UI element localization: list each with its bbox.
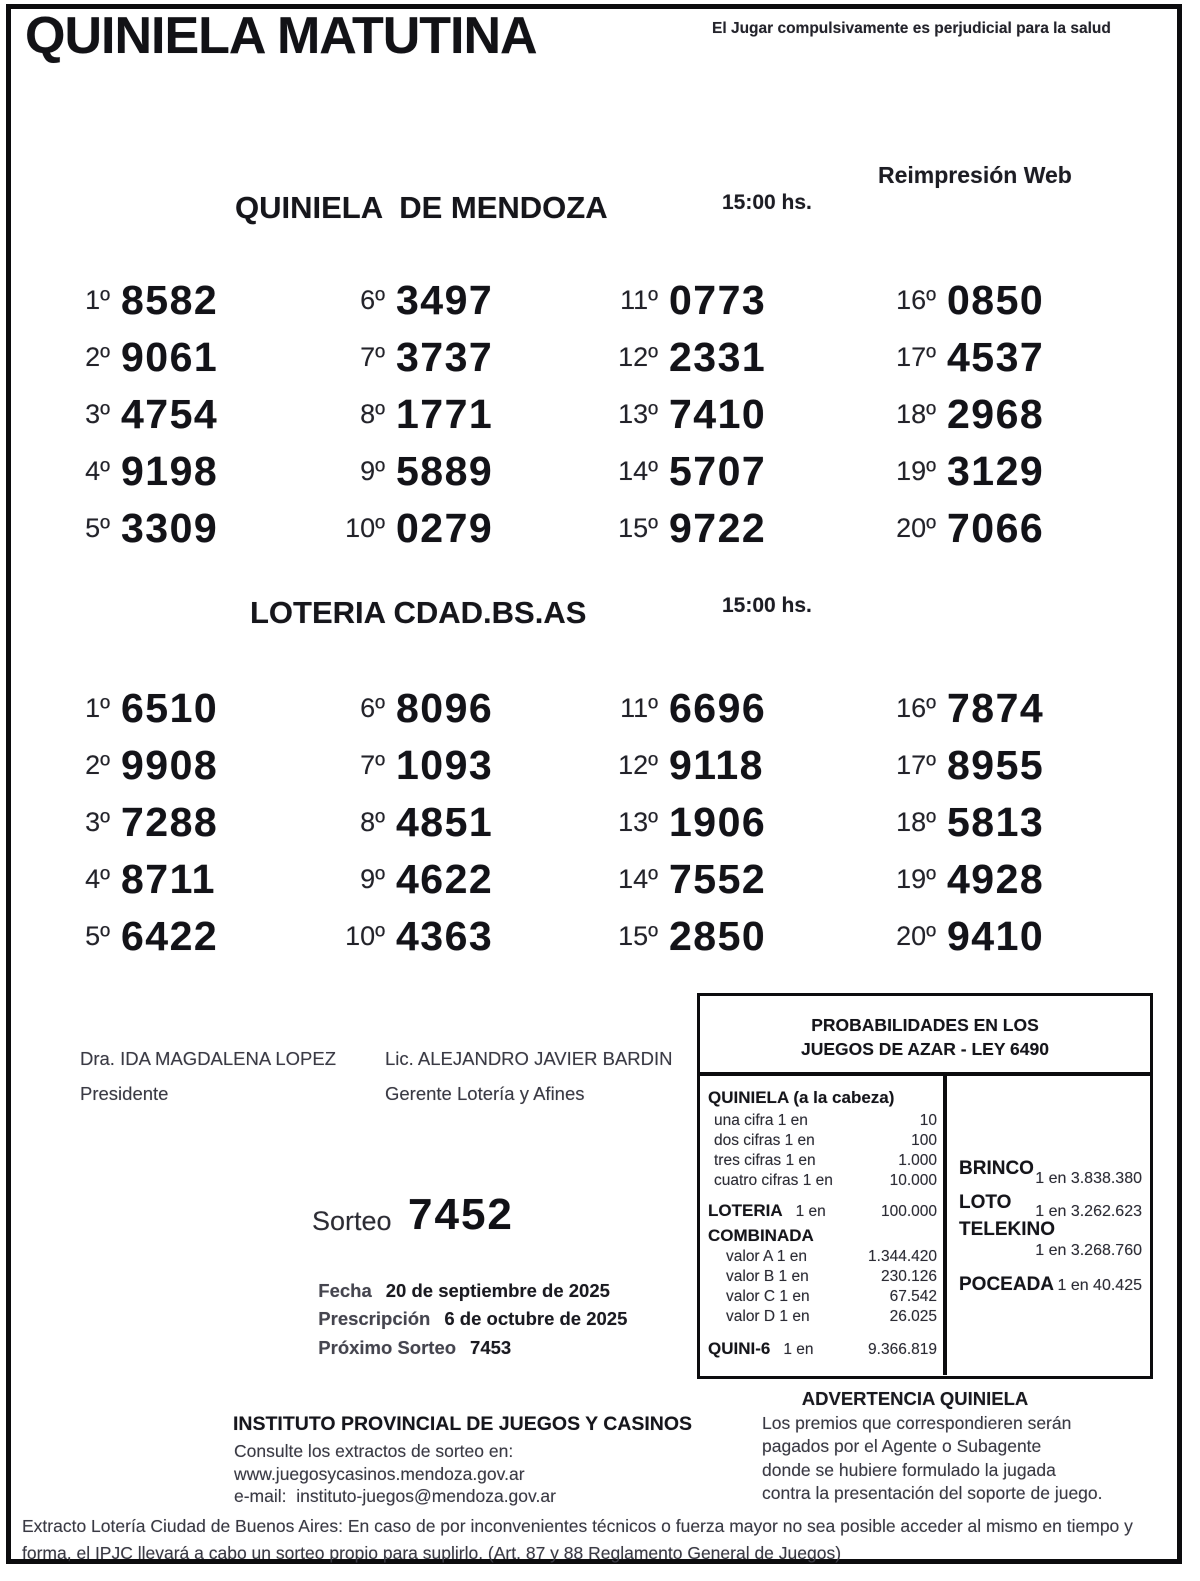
game-odds-name: TELEKINO	[959, 1219, 1056, 1240]
result-position: 14º	[618, 456, 658, 486]
result-number: 8096	[396, 685, 494, 731]
result-cell	[866, 851, 1044, 908]
signatory-role: Gerente Lotería y Afines	[385, 1083, 585, 1104]
odds-value: 230.126	[880, 1268, 937, 1285]
result-cell	[588, 794, 766, 851]
quiniela-odds-row	[708, 1151, 937, 1171]
result-position: 13º	[618, 807, 658, 837]
next-draw-row	[308, 1315, 511, 1359]
result-cell	[315, 680, 493, 737]
institute-line: Consulte los extractos de sorteo en:	[234, 1441, 514, 1461]
advertencia-text	[762, 1412, 1132, 1505]
result-position: 1º	[85, 693, 110, 723]
advertencia-line: Los premios que correspondieren serán	[762, 1413, 1072, 1433]
quiniela-odds-row	[708, 1111, 937, 1131]
result-position: 1º	[85, 285, 110, 315]
result-position: 3º	[85, 399, 110, 429]
sorteo-label: Sorteo	[312, 1206, 392, 1236]
odds-label: cuatro cifras 1 en	[714, 1172, 833, 1189]
result-number: 7552	[669, 856, 767, 902]
result-cell	[588, 386, 766, 443]
result-cell	[40, 680, 218, 737]
result-position: 8º	[360, 399, 385, 429]
result-position: 15º	[618, 921, 658, 951]
result-number: 7288	[121, 799, 219, 845]
results-column	[588, 272, 766, 557]
result-position: 6º	[360, 693, 385, 723]
page-title: QUINIELA MATUTINA	[25, 7, 537, 65]
result-number: 3497	[396, 277, 494, 323]
result-cell	[315, 851, 493, 908]
result-position: 6º	[360, 285, 385, 315]
advertencia-line: contra la presentación del soporte de juego.	[762, 1482, 1103, 1503]
result-number: 5889	[396, 448, 494, 494]
proximo-sorteo-label: Próximo Sorteo	[318, 1337, 457, 1358]
bsas-section-title: LOTERIA CDAD.BS.AS	[250, 595, 587, 630]
fecha-label: Fecha	[318, 1280, 372, 1301]
game-odds-name: POCEADA	[959, 1274, 1055, 1295]
result-cell	[866, 386, 1044, 443]
probabilities-right-column	[947, 1076, 1150, 1375]
result-number: 0279	[396, 505, 494, 551]
result-cell	[315, 908, 493, 965]
game-odds-name: LOTO	[959, 1192, 1012, 1213]
mendoza-results-grid	[0, 272, 1200, 562]
result-number: 2331	[669, 334, 767, 380]
probabilities-title	[700, 996, 1150, 1076]
probabilities-left-column	[700, 1076, 947, 1375]
result-position: 7º	[360, 342, 385, 372]
result-position: 15º	[618, 513, 658, 543]
result-position: 9º	[360, 456, 385, 486]
odds-value: 1.000	[898, 1152, 937, 1169]
probabilities-box	[697, 993, 1153, 1379]
odds-label: valor C 1 en	[726, 1288, 810, 1305]
result-cell	[315, 443, 493, 500]
result-cell	[866, 443, 1044, 500]
result-cell	[315, 737, 493, 794]
game-odds-value: 1 en 3.262.623	[1035, 1203, 1142, 1220]
result-position: 16º	[896, 693, 936, 723]
result-cell	[315, 794, 493, 851]
health-warning-text: El Jugar compulsivamente es perjudicial para la salud	[712, 20, 1111, 37]
results-column	[866, 272, 1044, 557]
result-cell	[588, 329, 766, 386]
result-cell	[40, 737, 218, 794]
quiniela-odds-rows	[708, 1111, 937, 1191]
institute-contact-lines	[234, 1440, 556, 1508]
quiniela-odds-row	[708, 1131, 937, 1151]
odds-label: valor D 1 en	[726, 1308, 810, 1325]
footer-line: Extracto Lotería Ciudad de Buenos Aires: En caso de por inconvenientes técnicos o fuerza mayor no sea posible acceder al mismo en tiempo y	[22, 1516, 1133, 1536]
footer-line: forma, el IPJC llevará a cabo un sorteo propio para suplirlo. (Art. 87 y 88 Reglamento General de Juegos)	[22, 1543, 842, 1563]
result-position: 4º	[85, 864, 110, 894]
game-odds-value: 1 en 3.268.760	[1035, 1242, 1142, 1259]
result-position: 3º	[85, 807, 110, 837]
result-number: 9410	[947, 913, 1045, 959]
result-number: 2850	[669, 913, 767, 959]
result-cell	[866, 329, 1044, 386]
institute-line: e-mail: instituto-juegos@mendoza.gov.ar	[234, 1486, 556, 1506]
result-number: 5707	[669, 448, 767, 494]
result-position: 10º	[345, 921, 385, 951]
result-position: 14º	[618, 864, 658, 894]
result-number: 9722	[669, 505, 767, 551]
result-position: 18º	[896, 807, 936, 837]
result-cell	[40, 794, 218, 851]
results-column	[588, 680, 766, 965]
result-position: 19º	[896, 864, 936, 894]
odds-value: 10	[919, 1112, 937, 1129]
odds-label: una cifra 1 en	[714, 1112, 808, 1129]
result-number: 1906	[669, 799, 767, 845]
quiniela-odds-row	[708, 1171, 937, 1191]
result-position: 5º	[85, 921, 110, 951]
result-number: 8711	[121, 856, 216, 902]
result-position: 2º	[85, 750, 110, 780]
result-cell	[315, 272, 493, 329]
result-cell	[588, 272, 766, 329]
result-position: 11º	[620, 285, 658, 315]
institute-line: www.juegosycasinos.mendoza.gov.ar	[234, 1463, 525, 1484]
result-position: 20º	[896, 513, 936, 543]
results-column	[40, 680, 218, 965]
game-odds-value: 1 en 40.425	[1057, 1277, 1142, 1294]
quini6-odds-value: 9.366.819	[868, 1341, 937, 1358]
result-cell	[40, 272, 218, 329]
result-cell	[40, 443, 218, 500]
result-cell	[40, 386, 218, 443]
result-cell	[866, 680, 1044, 737]
odds-value: 26.025	[889, 1308, 937, 1325]
reprint-label: Reimpresión Web	[878, 162, 1072, 188]
result-cell	[866, 908, 1044, 965]
result-position: 16º	[896, 285, 936, 315]
institute-title: INSTITUTO PROVINCIAL DE JUEGOS Y CASINOS	[233, 1413, 693, 1435]
probabilities-body	[700, 1076, 1150, 1375]
quini6-odds-mid: 1 en	[783, 1341, 814, 1358]
result-number: 4754	[121, 391, 219, 437]
signatory-name: Lic. ALEJANDRO JAVIER BARDIN	[385, 1048, 673, 1069]
result-position: 10º	[345, 513, 385, 543]
result-position: 9º	[360, 864, 385, 894]
result-cell	[315, 329, 493, 386]
probabilities-title-line2: JUEGOS DE AZAR - LEY 6490	[801, 1039, 1049, 1059]
combinada-odds-row	[708, 1287, 937, 1307]
combinada-odds-row	[708, 1307, 937, 1327]
results-column	[866, 680, 1044, 965]
result-cell	[40, 851, 218, 908]
result-number: 9908	[121, 742, 219, 788]
result-number: 6510	[121, 685, 219, 731]
advertencia-line: pagados por el Agente o Subagente	[762, 1436, 1042, 1457]
result-position: 18º	[896, 399, 936, 429]
fecha-value: 20 de septiembre de 2025	[385, 1280, 610, 1301]
odds-value: 100	[911, 1132, 937, 1149]
odds-value: 1.344.420	[868, 1248, 937, 1265]
loteria-odds-value: 100.000	[880, 1203, 937, 1220]
advertencia-line: donde se hubiere formulado la jugada	[762, 1459, 1056, 1480]
game-odds-name: BRINCO	[959, 1158, 1034, 1179]
signatory-role: Presidente	[80, 1083, 169, 1104]
result-cell	[866, 272, 1044, 329]
results-column	[315, 680, 493, 965]
results-column	[40, 272, 218, 557]
combinada-odds-row	[708, 1267, 937, 1287]
result-position: 19º	[896, 456, 936, 486]
result-number: 6422	[121, 913, 219, 959]
bsas-results-grid	[0, 680, 1200, 970]
probabilities-title-line1: PROBABILIDADES EN LOS	[811, 1015, 1039, 1035]
combinada-odds-rows	[708, 1247, 937, 1327]
prescripcion-value: 6 de octubre de 2025	[444, 1308, 628, 1329]
quiniela-odds-header: QUINIELA (a la cabeza)	[708, 1088, 895, 1107]
result-cell	[588, 500, 766, 557]
game-odds-value: 1 en 3.838.380	[1035, 1170, 1142, 1187]
result-position: 4º	[85, 456, 110, 486]
odds-label: valor A 1 en	[726, 1248, 808, 1265]
result-cell	[866, 500, 1044, 557]
result-number: 3309	[121, 505, 219, 551]
sorteo-number: 7452	[408, 1190, 514, 1239]
result-cell	[40, 500, 218, 557]
result-position: 12º	[618, 342, 658, 372]
loteria-odds-name: LOTERIA	[708, 1201, 783, 1220]
result-position: 7º	[360, 750, 385, 780]
result-number: 0773	[669, 277, 767, 323]
combinada-odds-header: COMBINADA	[708, 1226, 814, 1245]
result-cell	[588, 680, 766, 737]
result-position: 17º	[896, 342, 936, 372]
result-number: 9061	[121, 334, 219, 380]
result-number: 1093	[396, 742, 494, 788]
result-cell	[588, 737, 766, 794]
odds-label: tres cifras 1 en	[714, 1152, 816, 1169]
combinada-odds-row	[708, 1247, 937, 1267]
quini6-odds-name: QUINI-6	[708, 1339, 771, 1358]
result-number: 4851	[396, 799, 494, 845]
result-number: 9198	[121, 448, 219, 494]
footer-legal-text	[22, 1513, 1172, 1567]
advertencia-title: ADVERTENCIA QUINIELA	[801, 1388, 1029, 1409]
result-number: 8582	[121, 277, 219, 323]
prescripcion-label: Prescripción	[318, 1308, 431, 1329]
result-number: 3737	[396, 334, 494, 380]
result-cell	[866, 794, 1044, 851]
result-number: 1771	[396, 391, 494, 437]
mendoza-section-title: QUINIELA DE MENDOZA	[235, 190, 608, 225]
result-number: 2968	[947, 391, 1045, 437]
result-number: 4622	[396, 856, 494, 902]
results-column	[315, 272, 493, 557]
result-number: 0850	[947, 277, 1045, 323]
result-position: 20º	[896, 921, 936, 951]
result-number: 4537	[947, 334, 1045, 380]
odds-value: 10.000	[889, 1172, 937, 1189]
result-number: 7874	[947, 685, 1045, 731]
result-number: 4363	[396, 913, 494, 959]
result-number: 8955	[947, 742, 1045, 788]
loteria-odds-mid: 1 en	[795, 1203, 826, 1220]
result-cell	[315, 386, 493, 443]
result-cell	[866, 737, 1044, 794]
odds-label: dos cifras 1 en	[714, 1132, 815, 1149]
result-number: 9118	[669, 742, 764, 788]
odds-label: valor B 1 en	[726, 1268, 809, 1285]
result-position: 2º	[85, 342, 110, 372]
result-position: 11º	[620, 693, 658, 723]
result-number: 6696	[669, 685, 767, 731]
result-position: 5º	[85, 513, 110, 543]
result-cell	[588, 908, 766, 965]
result-position: 13º	[618, 399, 658, 429]
mendoza-draw-time: 15:00 hs.	[722, 191, 812, 214]
result-number: 3129	[947, 448, 1045, 494]
result-number: 4928	[947, 856, 1045, 902]
result-position: 12º	[618, 750, 658, 780]
quini6-odds-row	[708, 1338, 937, 1361]
result-cell	[40, 908, 218, 965]
loteria-odds-row	[708, 1200, 937, 1223]
signatory-name: Dra. IDA MAGDALENA LOPEZ	[80, 1048, 336, 1069]
result-number: 7410	[669, 391, 767, 437]
result-position: 17º	[896, 750, 936, 780]
proximo-sorteo-value: 7453	[470, 1337, 512, 1358]
result-cell	[315, 500, 493, 557]
result-position: 8º	[360, 807, 385, 837]
odds-value: 67.542	[889, 1288, 937, 1305]
result-number: 5813	[947, 799, 1045, 845]
bsas-draw-time: 15:00 hs.	[722, 594, 812, 617]
result-cell	[40, 329, 218, 386]
result-cell	[588, 851, 766, 908]
result-number: 7066	[947, 505, 1045, 551]
result-cell	[588, 443, 766, 500]
